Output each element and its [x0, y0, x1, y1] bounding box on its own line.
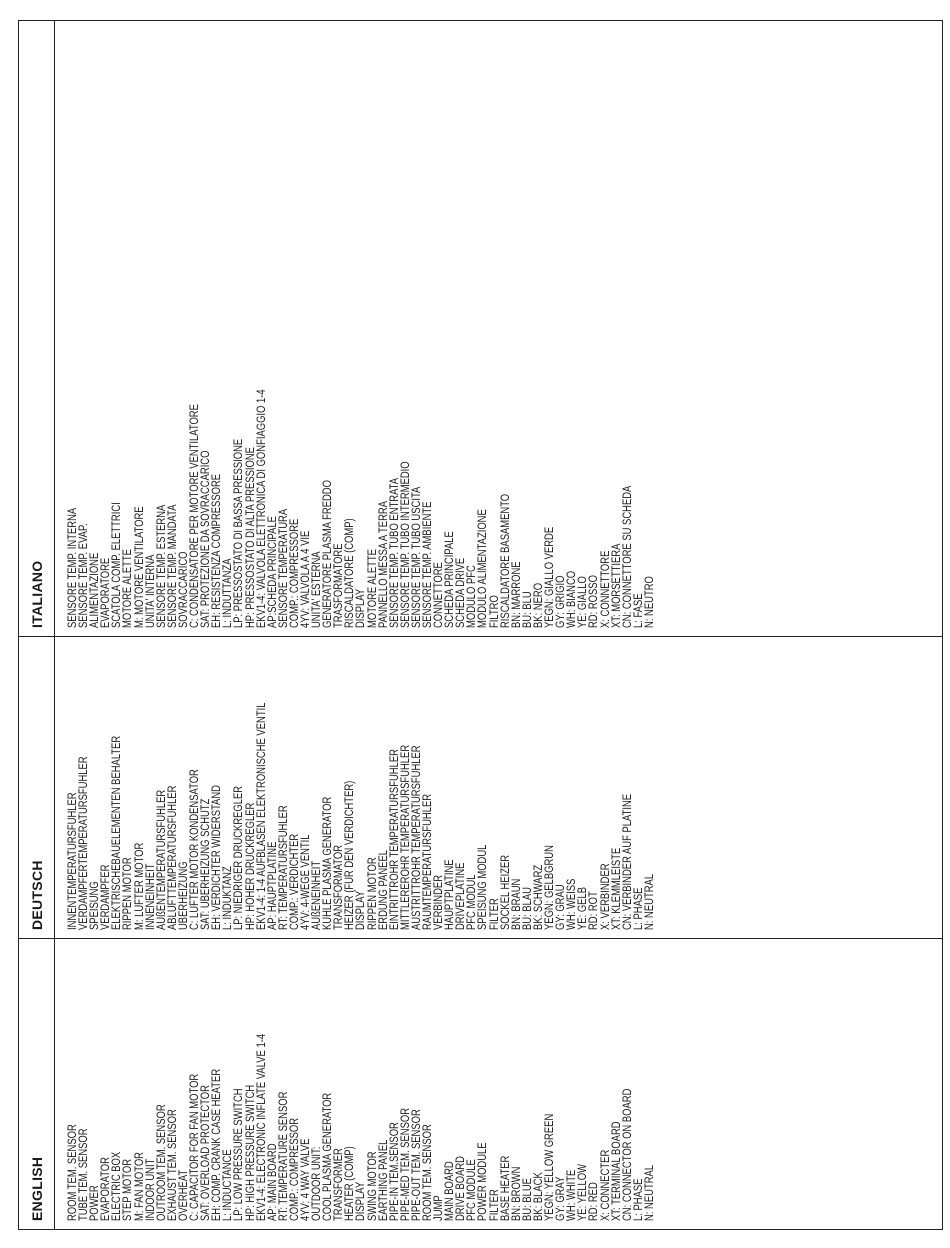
- term-entry: DISPLAY: [355, 890, 368, 930]
- term-entry: ÜBERHEIZUNG: [177, 861, 190, 930]
- term-entry: WH: BIANCO: [566, 570, 579, 628]
- term-entry: COMP.: COMPRESSORE: [288, 518, 301, 628]
- term-entry: PANNELLO MESSA A TERRA: [377, 500, 390, 628]
- english-term-list: [68, 993, 656, 1221]
- term-entry: CN: VERBINDER AUF PLATINE: [621, 793, 634, 930]
- term-entry: ERDUNG PANEEL: [377, 849, 390, 930]
- term-entry: UNITA' INTERNA: [144, 554, 157, 628]
- term-entry: INNENEINHEIT: [144, 863, 157, 930]
- term-entry: GY: GRAU: [555, 884, 568, 930]
- term-entry: COOL PLASMA GENERATOR: [322, 1092, 335, 1221]
- term-entry: 4YV: 4-WEGE VENTIL: [299, 834, 312, 930]
- term-entry: INNENTEMPERATURSFÜHLER: [67, 792, 79, 930]
- term-entry: INDOOR UNIT: [144, 1158, 157, 1221]
- term-entry: SENSORE TEMP. MANDATA: [166, 504, 179, 628]
- term-entry: XT: KLEMMLEISTE: [610, 847, 623, 930]
- term-entry: PIPE-IN TEM.SENSOR: [388, 1122, 401, 1221]
- term-entry: DISPLAY: [355, 588, 368, 628]
- term-entry: SENSORE TEMP. EVAP.: [78, 523, 91, 628]
- term-entry: CN: CONNECTOR ON BOARD: [621, 1088, 634, 1221]
- term-entry: BASE HEATER: [499, 1155, 512, 1221]
- term-entry: XT: MORSETTIERA: [610, 543, 623, 628]
- term-entry: PIPE-MED TEM. SENSOR: [399, 1107, 412, 1221]
- term-entry: EKV1-4: VALVOLA ELETTRONICA DI GONFIAGGIO 1-4: [255, 389, 268, 628]
- term-entry: SCHEDA PRINCIPALE: [444, 531, 457, 628]
- term-entry: CN: CONNETTORE SU SCHEDA: [621, 485, 634, 628]
- term-entry: FILTRO: [488, 595, 501, 628]
- deutsch-term-list: [68, 653, 656, 930]
- translation-table: [18, 20, 943, 1230]
- term-entry: RT: TEMPERATURE SENSOR: [277, 1091, 290, 1221]
- term-entry: LP: PRESSOSTATO DI BASSA PRESSIONE: [233, 438, 246, 628]
- column-header-italiano: ITALIANO: [29, 560, 45, 628]
- term-entry: CONNETTORE: [433, 562, 446, 628]
- term-entry: N: NEUTRAL: [643, 873, 656, 930]
- term-entry: BK: NERO: [532, 582, 545, 628]
- term-entry: OUTDOOR UNIT:: [311, 1146, 324, 1221]
- term-entry: AUßENEINHEIT: [311, 860, 324, 930]
- term-entry: RIPPEN MOTOR: [366, 857, 379, 930]
- term-entry: HEATER (COMP): [344, 1146, 357, 1221]
- term-entry: SENSORE TEMP. INTERNA: [67, 507, 79, 628]
- term-entry: HP: HOHER DRUCKREGLER: [244, 802, 257, 930]
- term-entry: COMP.: COMPRESSOR: [288, 1117, 301, 1221]
- term-entry: BK: SCHWARZ: [532, 864, 545, 930]
- term-entry: ABLUFTTEMPERATURSFÜHLER: [166, 785, 179, 930]
- term-entry: TUBE TEM. SENSOR: [78, 1128, 91, 1221]
- term-entry: M: LÜFTER MOTOR: [133, 842, 146, 930]
- term-entry: SENSORE TEMP. TUBO ENTRATA: [388, 477, 401, 628]
- term-entry: RISCALDATORE BASAMENTO: [499, 493, 512, 628]
- term-entry: L: INDUKTANZ: [222, 866, 235, 930]
- term-entry: SENSORE TEMP. AMBIENTE: [422, 501, 434, 628]
- term-entry: POWER MODULE: [477, 1142, 490, 1221]
- term-entry: HAUPTPLATINE: [444, 859, 457, 930]
- term-entry: N: NEUTRO: [643, 576, 656, 628]
- term-entry: EVAPORATOR: [100, 1157, 113, 1221]
- term-entry: L: PHASE: [632, 1178, 645, 1221]
- term-entry: SCATOLA COMP. ELETTRICI: [111, 502, 124, 628]
- term-entry: TRANSFORMER: [333, 1148, 346, 1221]
- term-entry: SENSORE TEMP. TUBO USCITA: [410, 486, 423, 628]
- term-entry: SENSORE TEMP. ESTERNA: [155, 504, 168, 628]
- term-entry: LP: LOW PRESSURE SWITCH: [233, 1088, 246, 1221]
- term-entry: RD: ROSSO: [588, 575, 601, 628]
- term-entry: HP: HIGH PRESSURE SWITCH: [244, 1084, 257, 1221]
- term-entry: SPEISUNG: [89, 881, 102, 930]
- term-entry: AUßENTEMPERATURSFÜHLER: [155, 789, 168, 930]
- term-entry: RIPPEN MOTOR: [122, 857, 135, 930]
- term-entry: RD: ROT: [588, 891, 601, 930]
- term-entry: EARTHING PANEL: [377, 1139, 390, 1221]
- term-entry: SAT: OVERLOAD PROTECTOR: [200, 1085, 213, 1221]
- term-entry: ELEKTRISCHEBAUELEMENTEN BEHÄLTER: [111, 735, 124, 930]
- term-entry: STEP MOTOR: [122, 1158, 135, 1221]
- term-entry: EVAPORATORE: [100, 557, 113, 628]
- term-entry: M: MOTORE VENTILATORE: [133, 506, 146, 628]
- term-entry: COMP.: VERDICHTER: [288, 833, 301, 930]
- term-entry: GY: GRAY: [555, 1176, 568, 1221]
- term-entry: 4YV: VALVOLA A 4 VIE: [299, 530, 312, 628]
- term-entry: YE: GIALLO: [577, 576, 590, 628]
- term-entry: TRANSFORMATOR: [333, 844, 346, 930]
- term-entry: YEGN: YELLOW GREEN: [544, 1113, 557, 1221]
- term-entry: AP: MAIN BOARD: [266, 1143, 279, 1221]
- term-entry: OUTROOM TEM. SENSOR: [155, 1104, 168, 1221]
- term-entry: 4YV: 4 WAY VALVE: [299, 1138, 312, 1221]
- term-entry: L: INDUTTANZA: [222, 558, 235, 628]
- term-entry: SAT: ÜBERHEIZUNG SCHUTZ: [200, 798, 213, 930]
- column-english: [19, 939, 942, 1229]
- column-header-deutsch: DEUTSCH: [29, 860, 45, 930]
- term-entry: RT: TEMPERATURSFÜHLER: [277, 805, 290, 930]
- term-entry: DISPLAY: [355, 1181, 368, 1221]
- term-entry: HP: PRESSOSTATO DI ALTA PRESSIONE: [244, 447, 257, 628]
- term-entry: RISCALDATORE (COMP): [344, 518, 357, 628]
- term-entry: FILTER: [488, 1189, 501, 1221]
- term-entry: EXHAUST TEM. SENSOR: [166, 1109, 179, 1221]
- term-entry: VERDAMPFERTEMPERATURSFÜHLER: [78, 756, 91, 930]
- term-entry: C: LÜFTER MOTOR KONDENSATOR: [189, 769, 202, 930]
- term-entry: EINTRITTROHR TEMPERATURSFÜHLER: [388, 749, 401, 930]
- term-entry: YE: YELLOW: [577, 1164, 590, 1221]
- term-entry: MITTLEREROHR TEMPERATURSFÜHLER: [399, 744, 412, 930]
- term-entry: JUMP: [433, 1195, 446, 1221]
- term-entry: ELECTRIC BOX: [111, 1151, 124, 1221]
- term-entry: GY: GRIGIO: [555, 575, 568, 628]
- term-entry: BU: BLU: [521, 591, 534, 628]
- term-entry: MODULO ALIMENTAZIONE: [477, 509, 490, 628]
- term-entry: AP: HAUPTPLATINE: [266, 841, 279, 930]
- column-deutsch: [19, 636, 942, 939]
- term-entry: MOTORE ALETTE: [122, 549, 135, 628]
- term-entry: OVERHEAT: [177, 1169, 190, 1221]
- term-entry: AP:SCHEDA PRINCIPALE: [266, 516, 279, 628]
- term-entry: MAIN BOARD: [444, 1161, 457, 1221]
- term-entry: TRASFORMATORE: [333, 543, 346, 628]
- term-entry: SENSORE TEMP. TUBO INTERMEDIO: [399, 461, 412, 628]
- term-entry: L: INDUCTANCE: [222, 1149, 235, 1221]
- term-entry: WH: WEISS: [566, 878, 579, 930]
- italiano-term-list: [68, 337, 656, 628]
- term-entry: L: FASE: [632, 593, 645, 628]
- term-entry: ROOM TEM. SENSOR: [422, 1124, 434, 1221]
- term-entry: MODULO PFC: [466, 565, 479, 628]
- term-entry: YEGN: GIALLO VERDE: [544, 526, 557, 628]
- term-entry: EH: COMP. CRANK CASE HEATER: [211, 1068, 224, 1221]
- term-entry: DRIVE BOARD: [455, 1156, 468, 1221]
- term-entry: POWER: [89, 1185, 102, 1221]
- term-entry: LP: NIEDRIGER DRUCKREGLER: [233, 785, 246, 930]
- term-entry: X: CONNECTER: [599, 1149, 612, 1221]
- term-entry: DRIVEPLATINE: [455, 862, 468, 930]
- term-entry: MOTORE ALETTE: [366, 549, 379, 628]
- term-entry: AUSTRITTROHR TEMPERATURSFÜHLER: [410, 745, 423, 930]
- term-entry: VERBINDER: [433, 874, 446, 930]
- term-entry: FILTER: [488, 898, 501, 930]
- term-entry: KÜHLE PLASMA GENERATOR: [322, 796, 335, 930]
- term-entry: SOCKEL HEIZER: [499, 854, 512, 930]
- term-entry: BN: MARRONE: [510, 561, 523, 628]
- term-entry: PIPE-OUT TEM. SENSOR: [410, 1109, 423, 1221]
- term-entry: YE: GELB: [577, 887, 590, 930]
- term-entry: X: VERBINDER: [599, 863, 612, 930]
- term-entry: C: CONDENSATORE PER MOTORE VENTILATORE: [189, 404, 202, 628]
- term-entry: UNITA' ESTERNA: [311, 551, 324, 628]
- term-entry: BU: BLAU: [521, 887, 534, 930]
- term-entry: ALIMENTAZIONE: [89, 552, 102, 628]
- term-entry: C: CAPACITOR FOR FAN MOTOR: [189, 1073, 202, 1221]
- term-entry: PFC MODULE: [466, 1159, 479, 1221]
- term-entry: EH: RESISTENZA COMPRESSORE: [211, 473, 224, 628]
- term-entry: SPEISUNG MODUL: [477, 844, 490, 930]
- term-entry: EH: VERDICHTER WIDERSTAND: [211, 785, 224, 930]
- term-entry: X: CONNETTORE: [599, 550, 612, 628]
- term-entry: EKV1-4: 1-4 AUFBLASEN ELEKTRONISCHE VENTIL: [255, 702, 268, 930]
- term-entry: SENSORE TEMPERATURA: [277, 508, 290, 628]
- term-entry: RD: RED: [588, 1182, 601, 1221]
- term-entry: BK: BLACK: [532, 1172, 545, 1221]
- term-entry: RAUMTEMPERATURSFÜHLER: [422, 793, 434, 930]
- term-entry: WH: WHITE: [566, 1169, 579, 1221]
- term-entry: HEIZER (FÜR DEN VERDICHTER): [344, 780, 357, 930]
- term-entry: GENERATORE PLASMA FREDDO: [322, 480, 335, 628]
- term-entry: BN: BRAUN: [510, 878, 523, 930]
- term-entry: VERDAMPFER: [100, 864, 113, 930]
- term-entry: N: NEUTRAL: [643, 1164, 656, 1221]
- term-entry: SWING MOTOR: [366, 1151, 379, 1221]
- term-entry: EKV1-4: ELECTRONIC INFLATE VALVE 1-4: [255, 1033, 268, 1221]
- rotated-page: [18, 20, 943, 1230]
- term-entry: SCHEDA DRIVE: [455, 557, 468, 628]
- column-header-english: ENGLISH: [29, 1156, 45, 1221]
- term-entry: L: PHASE: [632, 887, 645, 930]
- term-entry: BN: BROWN: [510, 1166, 523, 1221]
- term-entry: SAT: PROTEZIONE DA SOVRACCARICO: [200, 450, 213, 628]
- term-entry: ROOM TEM. SENSOR: [67, 1124, 79, 1221]
- term-entry: PFC MODUL: [466, 874, 479, 930]
- term-entry: BU: BLUE: [521, 1178, 534, 1221]
- term-entry: YEGN: GELBGRÜN: [544, 845, 557, 930]
- term-entry: XT: TERMINAL BOARD: [610, 1121, 623, 1221]
- column-italiano: [19, 20, 942, 637]
- term-entry: M: FAN MOTOR: [133, 1152, 146, 1221]
- term-entry: SOVRACCARICO: [177, 551, 190, 628]
